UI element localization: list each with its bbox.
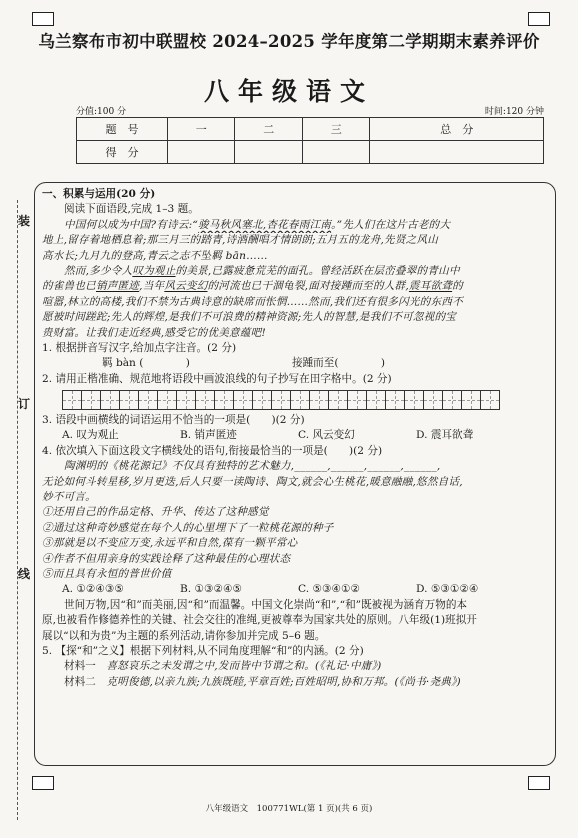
passage-line: 高水长;九月九的登高,青云之志不坠羁 bān……	[42, 249, 268, 262]
grid-cell[interactable]	[461, 390, 481, 410]
grid-cell[interactable]	[290, 390, 310, 410]
question-1: 1. 根据拼音写汉字,给加点字注音。(2 分)	[42, 341, 237, 354]
passage-line: 原,也被看作修德养性的关键、社会交往的准绳,更被尊奉为国家共处的原则。八年级(1)班拟开	[42, 614, 477, 627]
table-cell: 三	[302, 118, 369, 141]
underlined-word: 震耳欲聋	[408, 280, 453, 293]
question-2: 2. 请用正楷准确、规范地将语段中画波浪线的句子抄写在田字格中。(2 分)	[42, 372, 392, 385]
grid-cell[interactable]	[480, 390, 500, 410]
answer-blank[interactable]: 羁 bàn ( )	[102, 357, 190, 370]
passage-line: 愿被时间蹉跎;先人的辉煌,是我们不可浪费的精神资源;先人的智慧,是我们不可忽视的宝	[42, 311, 457, 324]
binding-char-ding: 订	[18, 397, 31, 411]
grid-cell[interactable]	[252, 390, 272, 410]
subject-title: 八年级语文	[203, 77, 374, 106]
passage-line: 陶渊明的《桃花源记》不仅具有独特的艺术魅力,______,______,______,______,	[64, 460, 441, 473]
table-cell: 一	[168, 118, 235, 141]
option-d[interactable]: D. ⑤③①②④	[416, 583, 479, 596]
grid-cell[interactable]	[347, 390, 367, 410]
passage-line: 地上,留存着地栖息着;那三月三的踏青,诗酒酬唱才情朗朗;五月五的龙舟,先贤之风山	[42, 234, 439, 247]
grid-cell[interactable]	[138, 390, 158, 410]
option-c[interactable]: C. ⑤③④①②	[298, 583, 360, 596]
section-1	[42, 187, 550, 690]
grid-cell[interactable]	[328, 390, 348, 410]
binding-line	[2, 200, 22, 820]
answer-blank[interactable]: 接踵而至( )	[292, 357, 386, 370]
grid-cell[interactable]	[195, 390, 215, 410]
material-1: 材料一 喜怒哀乐之未发谓之中,发而皆中节谓之和。(《礼记·中庸》)	[64, 660, 382, 673]
grid-cell[interactable]	[119, 390, 139, 410]
material-2: 材料二 克明俊德,以亲九族;九族既睦,平章百姓;百姓昭明,协和万邦。(《尚书·尧典》)	[64, 675, 461, 688]
registration-mark-bottom-left	[32, 776, 54, 790]
passage-line: 世间万物,因“和”而美丽,因“和”而温馨。中国文化崇尚“和”,“和”既被视为涵育万物的本	[64, 598, 468, 611]
grid-cell[interactable]	[233, 390, 253, 410]
grid-cell[interactable]	[423, 390, 443, 410]
grid-cell[interactable]	[157, 390, 177, 410]
grid-cell[interactable]	[271, 390, 291, 410]
binding-dashed-line	[17, 200, 18, 820]
score-input-cell[interactable]	[370, 141, 544, 164]
page-footer: 八年级语文 100771WL(第 1 页)(共 6 页)	[205, 804, 373, 814]
option-d[interactable]: D. 震耳欲聋	[416, 429, 474, 442]
list-item: ⑤而且具有永恒的普世价值	[42, 567, 172, 580]
section-title: 一、积累与运用(20 分)	[42, 188, 156, 200]
question-3-options	[42, 428, 550, 443]
registration-mark-bottom-right	[528, 776, 550, 790]
option-b[interactable]: B. 销声匿迹	[180, 429, 237, 442]
list-item: ①还用自己的作品定格、升华、传达了这种感觉	[42, 506, 269, 519]
question-5: 5. 【探“和”之义】根据下列材料,从不同角度理解“和”的内涵。(2 分)	[42, 644, 364, 657]
instruction: 阅读下面语段,完成 1–3 题。	[64, 203, 199, 216]
passage-line: 贵财富。让我们走近经典,感受它的优美意蕴吧!	[42, 326, 266, 339]
score-input-cell[interactable]	[235, 141, 302, 164]
grid-cell[interactable]	[385, 390, 405, 410]
question-1-blanks	[42, 356, 550, 371]
registration-mark-top-right	[528, 12, 550, 26]
wavy-underlined-sentence: 骏马秋风塞北,杏花春雨江南	[198, 218, 332, 231]
table-row	[77, 141, 544, 164]
passage-line: 然而,多少令人叹为观止的美景,已露疲惫荒芜的面孔。曾经活跃在层峦叠翠的青山中	[64, 264, 460, 277]
option-c[interactable]: C. 风云变幻	[298, 429, 355, 442]
underlined-word: 风云变幻	[164, 280, 208, 293]
binding-char-zhuang: 装	[18, 214, 31, 228]
tianzige-grid[interactable]	[62, 390, 550, 410]
grid-cell[interactable]	[366, 390, 386, 410]
table-cell: 题 号	[77, 118, 168, 141]
question-4: 4. 依次填入下面这段文字横线处的语句,衔接最恰当的一项是( )(2 分)	[42, 444, 383, 457]
passage-line: 妙不可言。	[42, 491, 96, 504]
grid-cell[interactable]	[309, 390, 329, 410]
score-total: 分值:100 分	[76, 107, 127, 117]
score-table	[76, 117, 544, 164]
option-b[interactable]: B. ①③②④⑤	[180, 583, 243, 596]
exam-time: 时间:120 分钟	[484, 107, 544, 117]
grid-cell[interactable]	[214, 390, 234, 410]
passage-line: 展以“以和为贵”为主题的系列活动,请你参加并完成 5–6 题。	[42, 629, 326, 642]
grid-cell[interactable]	[404, 390, 424, 410]
grid-cell[interactable]	[442, 390, 462, 410]
grid-cell[interactable]	[81, 390, 101, 410]
list-item: ②通过这种奇妙感觉在每个人的心里埋下了一粒桃花源的种子	[42, 521, 334, 534]
table-cell: 得 分	[77, 141, 168, 164]
underlined-word: 销声匿迹	[95, 280, 140, 293]
table-row	[77, 118, 544, 141]
option-a[interactable]: A. ①②④③⑤	[62, 583, 124, 596]
list-item: ④作者不但用亲身的实践诠释了这种最佳的心理状态	[42, 552, 291, 565]
grid-cell[interactable]	[100, 390, 120, 410]
score-input-cell[interactable]	[168, 141, 235, 164]
passage-line: 中国何以成为中国?有诗云:“骏马秋风塞北,杏花春雨江南。”先人们在这片古老的大	[64, 218, 451, 231]
passage-line: 喧嚣,林立的高楼,我们不禁为古典诗意的缺席而怅惘……然而,我们还有很多闪光的东西不	[42, 295, 463, 308]
option-a[interactable]: A. 叹为观止	[62, 429, 119, 442]
question-3: 3. 语段中画横线的词语运用不恰当的一项是( )(2 分)	[42, 414, 305, 427]
passage-line: 无论如何斗转星移,岁月更迭,后人只要一读陶诗、陶文,就会心生桃花,暖意融融,悠然自话,	[42, 475, 463, 488]
list-item: ③那就是以不变应万变,永远平和自然,葆有一颗平常心	[42, 537, 298, 550]
grid-cell[interactable]	[62, 390, 82, 410]
registration-mark-top-left	[32, 12, 54, 26]
passage-line: 的雀兽也已销声匿迹,当年风云变幻的河流也已干涸龟裂,面对接踵而至的人群,震耳欲聋的	[42, 280, 463, 293]
grid-cell[interactable]	[176, 390, 196, 410]
question-4-options	[42, 582, 550, 597]
binding-char-xian: 线	[18, 567, 31, 581]
score-input-cell[interactable]	[302, 141, 369, 164]
table-cell: 二	[235, 118, 302, 141]
underlined-word: 叹为观止	[132, 264, 176, 277]
table-cell: 总 分	[370, 118, 544, 141]
exam-title: 乌兰察布市初中联盟校 2024–2025 学年度第二学期期末素养评价	[38, 32, 540, 51]
